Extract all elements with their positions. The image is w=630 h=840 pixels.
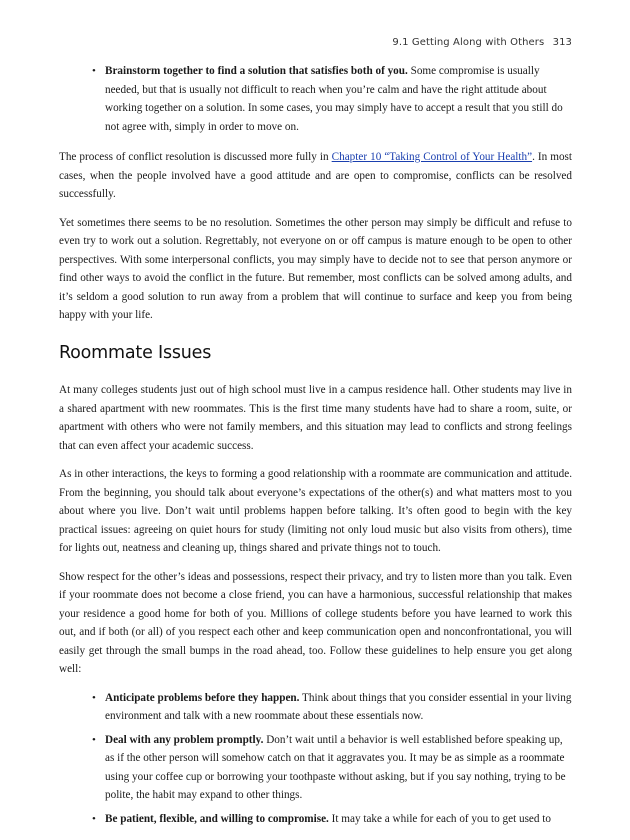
bullet-text: It may take a while for each of you to get used to [328, 812, 551, 825]
bullet-text: Some compromise is usually needed, but that is usually not difficult to reach when you’re calm and have the right attitude about working together on a solution. In some cases, you may simply have to accept a result that you still do not agree with, simply in order to move on. [105, 65, 563, 133]
section-title: 9.1 Getting Along with Others [392, 37, 545, 48]
section-heading: Roommate Issues [59, 342, 212, 363]
bullet-text: Don’t wait until a behavior is well established before speaking up, as if the other person will somehow catch on that it aggravates you. It may be as simple as a roommate using your coffee cup or borrowing your toothpaste without asking, but if you say nothing, trying to be polite, the habit may expand to other things. [105, 733, 566, 801]
list-item [105, 810, 572, 829]
bullet-lead: Be patient, flexible, and willing to compromise. [105, 812, 329, 825]
bullet-list-top [59, 62, 572, 136]
paragraph-communication: As in other interactions, the keys to forming a good relationship with a roommate are communication and attitude. From the beginning, you should talk about everyone’s expectations of the other(s) and what matters most to you about where you live. Don’t wait until problems happen before talking. It’s often good to begin with the key practical issues: agreeing on quiet hours for study (limiting not only loud music but also visits from others), time for lights out, neatness and cleaning up, things shared and private things not to touch. [59, 468, 572, 554]
bullet-lead: Anticipate problems before they happen. [105, 691, 300, 704]
paragraph-residence-hall: At many colleges students just out of high school must live in a campus residence hall. Other students may live in a shared apartment with new roommates. This is the first time many students have had to share a room, suite, or apartment with others who were not family members, and this situation may lead to conflicts and strong feelings that can even affect your academic success. [59, 384, 572, 452]
bullet-text: Think about things that you consider essential in your living environment and talk with a new roommate about these essentials now. [105, 691, 572, 722]
paragraph-no-resolution: Yet sometimes there seems to be no resolution. Sometimes the other person may simply be difficult and refuse to even try to work out a solution. Regrettably, not everyone on or off campus is mature enough to be open to other perspectives. With some interpersonal conflicts, you may simply have to decide not to see that person anymore or find other ways to avoid the conflict in the future. But remember, most conflicts can be solved among adults, and it’s seldom a good solution to run away from a problem that will continue to surface and keep you from being happy with your life. [59, 216, 572, 321]
list-item [105, 731, 572, 805]
running-header [392, 37, 572, 48]
paragraph-text: . In most cases, when the people involved have a good attitude and are open to compromise, conflicts can be resolved successfully. [59, 151, 572, 200]
list-item [105, 689, 572, 726]
paragraph-respect: Show respect for the other’s ideas and possessions, respect their privacy, and try to listen more than you talk. Even if your roommate does not become a close friend, you can have a harmonious, successful relationship that makes your residence a good home for both of you. Millions of college students before you have learned to work this out, and if both (or all) of you respect each other and keep communication open and nonconfrontational, you will easily get through the small bumps in the road ahead, too. Follow these guidelines to help ensure you get along well: [59, 570, 572, 675]
page-number: 313 [552, 37, 572, 48]
main-content [59, 62, 572, 840]
paragraph-text: The process of conflict resolution is discussed more fully in [59, 151, 332, 163]
guidelines-list [59, 689, 572, 829]
paragraph-conflict-resolution [59, 148, 572, 204]
list-item [105, 62, 572, 136]
bullet-lead: Brainstorm together to find a solution that satisfies both of you. [105, 65, 408, 77]
bullet-lead: Deal with any problem promptly. [105, 733, 264, 746]
chapter-10-link[interactable]: Chapter 10 “Taking Control of Your Health” [331, 151, 533, 163]
